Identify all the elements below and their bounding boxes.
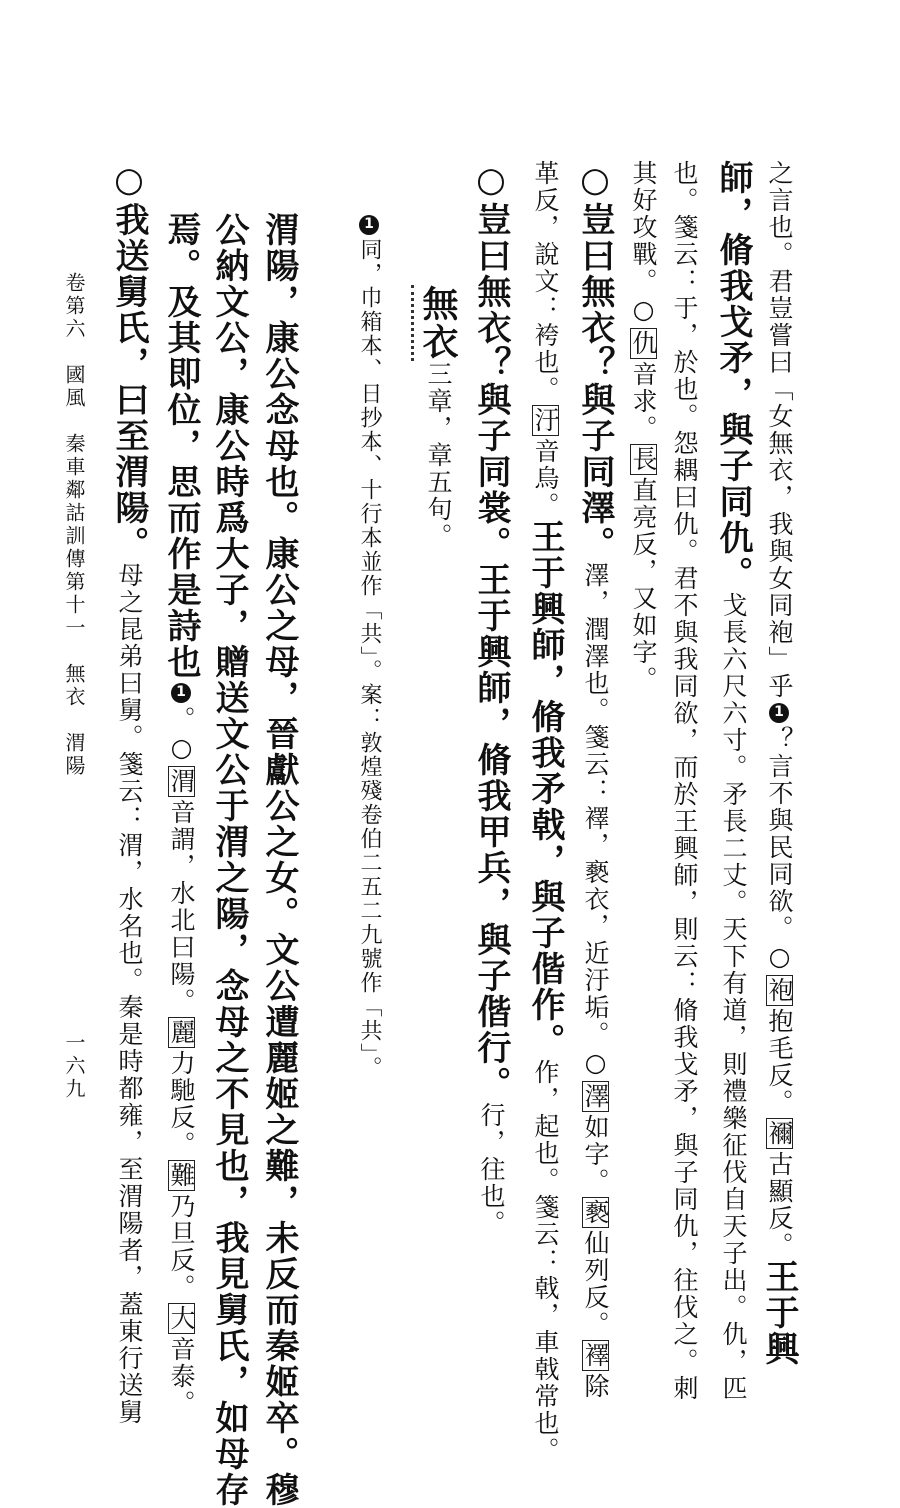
annotation-text: 。○ [167, 706, 196, 764]
annotation-text: 其好攻戰。○ [629, 160, 658, 326]
annotation-text: 除 [581, 1373, 610, 1400]
text-column-2 [713, 160, 753, 1402]
footnote-marker-icon: 1 [771, 704, 787, 722]
annotation-text: 行，往也。 [477, 1102, 506, 1237]
text-column-10 [259, 212, 299, 1508]
preface-text: 公納文公，康公時爲大子，贈送文公于渭之陽，念母之不見也，我見舅氏，如母存 [209, 212, 249, 1508]
annotation-text: 音烏。 [531, 438, 560, 519]
boxed-char: 仇 [629, 330, 658, 357]
chapter-count: 三章，章五句。 [424, 361, 453, 550]
boxed-char: 渭 [167, 768, 196, 795]
section-title-column [417, 285, 459, 550]
annotation-text: 直亮反，又如字。 [629, 477, 658, 693]
text-column-6 [525, 160, 565, 1464]
footnote-marker-icon: 1 [173, 684, 189, 702]
poem-text: ○豈曰無衣？與子同裳。王于興師，脩我甲兵，與子偕行。 [471, 160, 511, 1102]
annotation-text: 母之昆弟曰舅。箋云：渭，水名也。秦是時都雍，至渭陽者，蓋東行送舅 [115, 562, 144, 1426]
poem-text: 王于興師，脩我矛戟，與子偕作。 [525, 519, 565, 1059]
page-number: 一六九 [62, 1032, 86, 1101]
poem-text: 王于興 [759, 1259, 799, 1367]
text-column-13 [109, 160, 149, 1426]
preface-text: 焉。及其即位，思而作是詩也 [161, 212, 201, 680]
annotation-text: 也。箋云：于，於也。怨耦曰仇。君不與我同欲，而於王興師，則云：脩我戈矛，與子同仇，往伐之。刺 [670, 160, 699, 1402]
boxed-char: 褻 [581, 1199, 610, 1226]
annotation-text: 如字。 [581, 1114, 610, 1195]
annotation-text: 音求。 [629, 361, 658, 442]
boxed-char: 麗 [167, 1019, 196, 1046]
text-column-5 [575, 160, 615, 1400]
boxed-char: 長 [629, 446, 658, 473]
boxed-char: 澤 [581, 1083, 610, 1110]
poem-text: 師，脩我戈矛，與子同仇。 [713, 160, 753, 592]
annotation-text: 革反，說文：袴也。 [531, 160, 560, 403]
footnote-text: 同，巾箱本、日抄本、十行本並作「共」。案：敦煌殘卷伯二五二九號作「共」。 [357, 238, 382, 1080]
annotation-text: 作，起也。箋云：戟，車戟常也。 [531, 1059, 560, 1464]
section-title: 無衣 [411, 285, 459, 361]
boxed-char: 襗 [581, 1342, 610, 1369]
annotation-text: 仙列反。 [581, 1230, 610, 1338]
text-column-12 [161, 212, 201, 1417]
annotation-text: ？言不與民同欲。○ [765, 726, 794, 973]
poem-text: ○我送舅氏，曰至渭陽。 [109, 160, 149, 562]
text-column-3 [672, 160, 697, 1402]
text-column-7 [471, 160, 511, 1237]
annotation-text: 澤，潤澤也。箋云：襗，褻衣，近汙垢。○ [581, 562, 610, 1079]
text-column-1 [759, 160, 799, 1367]
boxed-char: 難 [167, 1162, 196, 1189]
footnote-column [358, 212, 380, 1080]
running-head: 卷第六 國風 秦車鄰詁訓傳第十一 無衣 渭陽 [62, 272, 86, 778]
boxed-char: 大 [167, 1305, 196, 1332]
annotation-text: 音泰。 [167, 1336, 196, 1417]
annotation-text: 乃旦反。 [167, 1193, 196, 1301]
annotation-text: 古顯反。 [765, 1151, 794, 1259]
text-column-11 [209, 212, 249, 1508]
annotation-text: 戈長六尺六寸。矛長二丈。天下有道，則禮樂征伐自天子出。仇，匹 [719, 592, 748, 1402]
annotation-text: 力馳反。 [167, 1050, 196, 1158]
preface-text: 渭陽，康公念母也。康公之母，晉獻公之女。文公遭麗姬之難，未反而秦姬卒。穆 [259, 212, 299, 1508]
footnote-marker-icon: 1 [361, 216, 377, 234]
boxed-char: 袍 [765, 977, 794, 1004]
poem-text: ○豈曰無衣？與子同澤。 [575, 160, 615, 562]
text-column-4 [630, 160, 657, 693]
annotation-text: 之言也。君豈嘗曰「女無衣，我與女同袍」乎 [765, 160, 794, 700]
boxed-char: 襧 [765, 1120, 794, 1147]
boxed-char: 汙 [531, 407, 560, 434]
annotation-text: 音謂，水北曰陽。 [167, 799, 196, 1015]
annotation-text: 抱毛反。 [765, 1008, 794, 1116]
